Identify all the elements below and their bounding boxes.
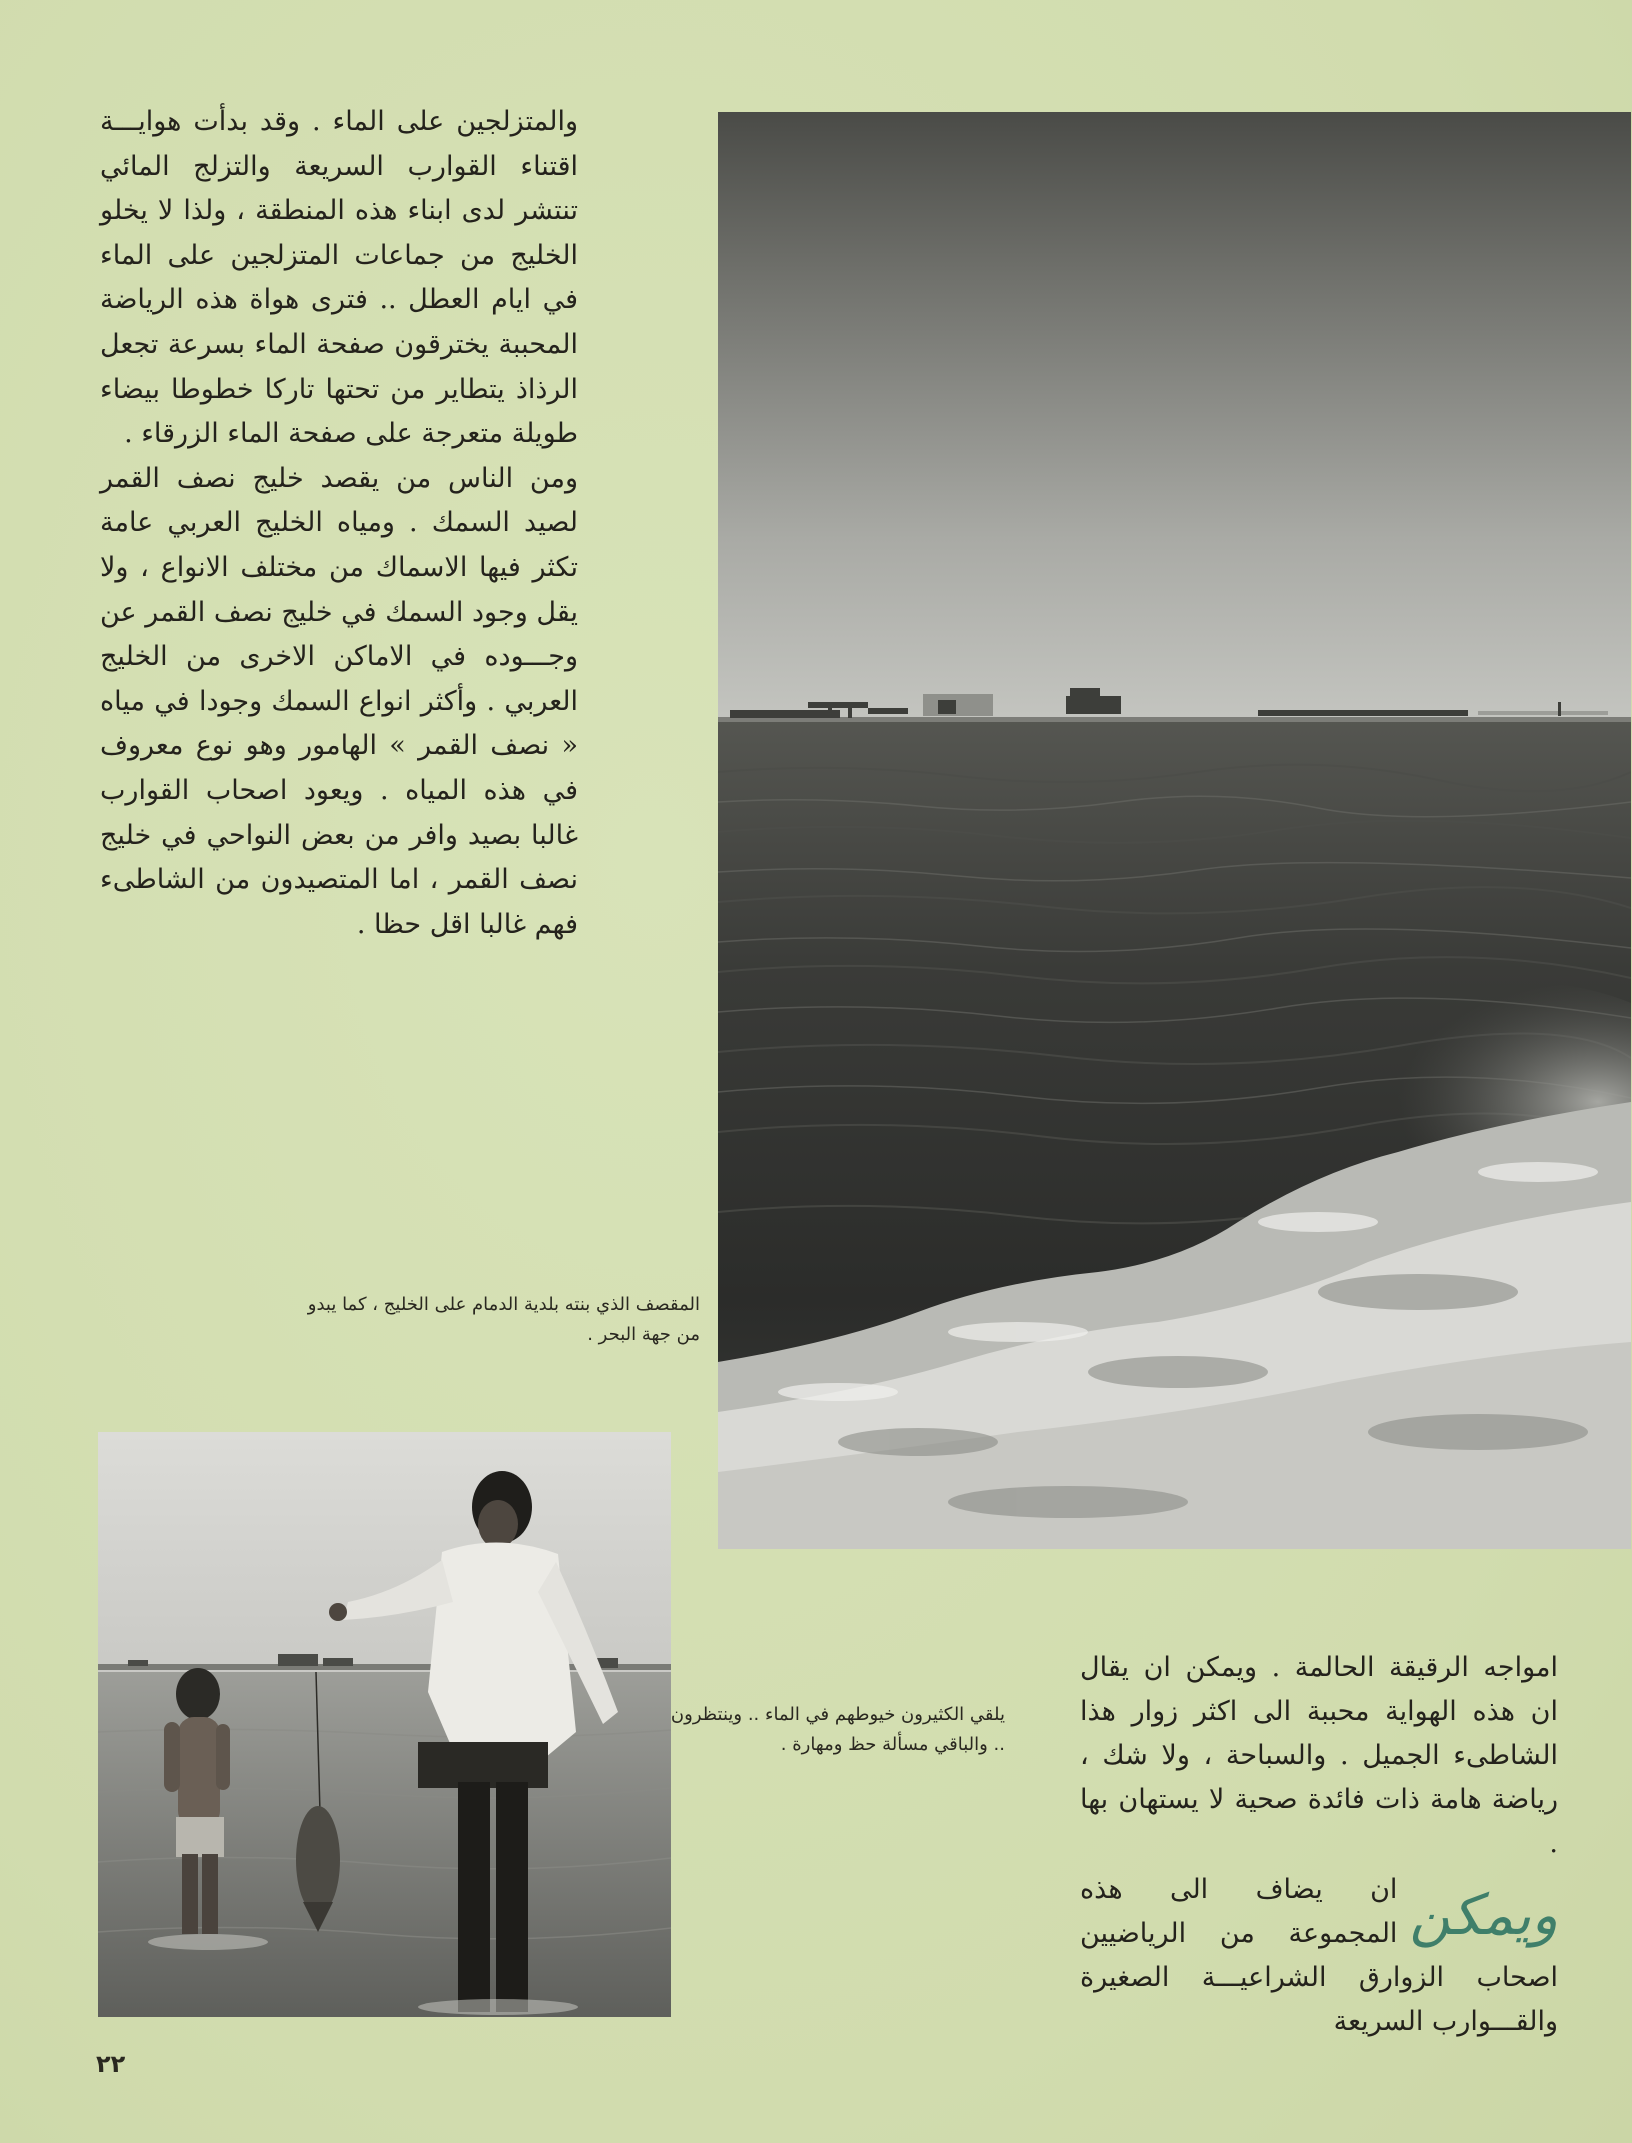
- photo-caption-sea: المقصف الذي بنته بلدية الدمام على الخليج ، كما يبدو من جهة البحر .: [307, 1294, 700, 1345]
- drop-cap-word: ويمكن: [1409, 1883, 1558, 1948]
- article-paragraph: امواجه الرقيقة الحالمة . ويمكن ان يقال ان هذه الهواية محببة الى اكثر زوار هذا الشاطىء الجميل . والسباحة ، ولا شك ، رياضة هامة ذات فائدة صحية لا يستهان بها .: [1080, 1652, 1558, 1859]
- drop-cap-paragraph: [1080, 1868, 1558, 2044]
- article-column-top: [100, 100, 578, 947]
- article-paragraph: ان يضاف الى هذه المجموعة من الرياضيين اصحاب الزوارق الشراعيـــة الصغيرة والقـــوارب السريعة: [1080, 1874, 1558, 2037]
- sea-photo: [718, 112, 1631, 1549]
- page-number: ٢٢: [96, 2050, 126, 2078]
- article-column-bottom: [1080, 1646, 1558, 2044]
- photo-caption-fishing: يلقي الكثيرون خيوطهم في الماء .. وينتظرون .. والباقي مسألة حظ ومهارة .: [670, 1704, 1005, 1755]
- fishing-photo: [98, 1432, 671, 2017]
- article-paragraph: ومن الناس من يقصد خليج نصف القمر لصيد السمك . ومياه الخليج العربي عامة تكثر فيها الاسماك من مختلف الانواع ، ولا يقل وجود السمك في خليج نصف القمر عن وجـــوده في الاماكن الاخرى من الخليج العربي . وأكثر انواع السمك وجودا في مياه « نصف القمر » الهامور وهو نوع معروف في هذه المياه . ويعود اصحاب القوارب غالبا بصيد وافر من بعض النواحي في خليج نصف القمر ، اما المتصيدون من الشاطىء فهم غالبا اقل حظا .: [100, 462, 578, 940]
- article-paragraph: والمتزلجين على الماء . وقد بدأت هوايـــة اقتناء القوارب السريعة والتزلج المائي تنتشر لدى ابناء هذه المنطقة ، ولذا لا يخلو الخليج من جماعات المتزلجين على الماء في ايام العطل .. فترى هواة هذه الرياضة المحببة يخترقون صفحة الماء بسرعة تجعل الرذاذ يتطاير من تحتها تاركا خطوطا بيضاء طويلة متعرجة على صفحة الماء الزرقاء .: [100, 106, 578, 450]
